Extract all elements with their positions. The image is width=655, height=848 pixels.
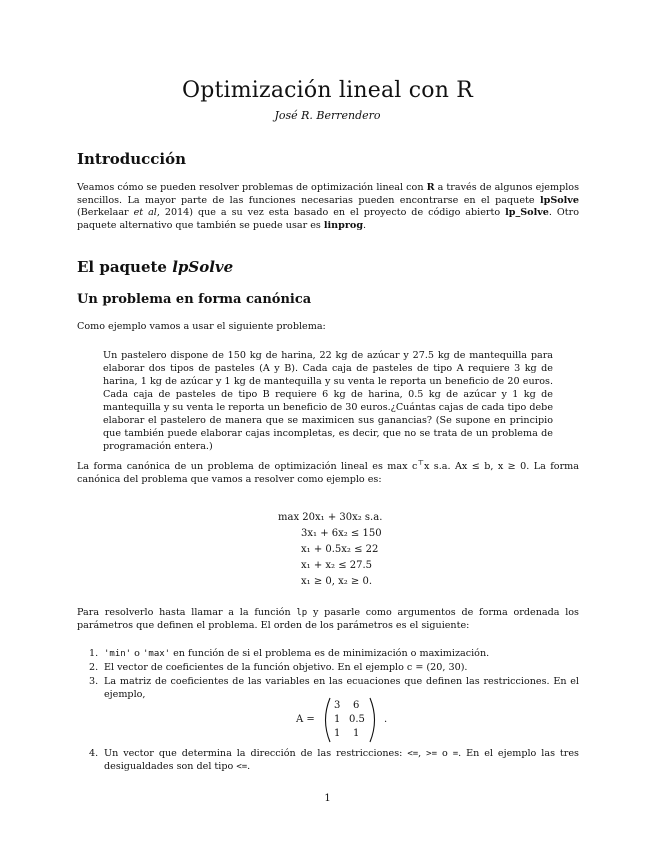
- left-paren-icon: [320, 697, 332, 743]
- page-number: 1: [324, 793, 331, 804]
- matrix-cell: 1: [334, 728, 341, 739]
- lp-constraint: x₁ ≥ 0, x₂ ≥ 0.: [301, 576, 373, 587]
- matrix-label: A =: [296, 714, 315, 725]
- right-paren-icon: [368, 697, 380, 743]
- subsection-heading-canonical: Un problema en forma canónica: [77, 292, 312, 307]
- document-author: José R. Berrendero: [274, 109, 381, 122]
- lp-constraint: x₁ + x₂ ≤ 27.5: [301, 560, 373, 571]
- lp-constraint: x₁ + 0.5x₂ ≤ 22: [301, 544, 379, 555]
- matrix-cell: 3: [334, 700, 341, 711]
- matrix-cell: 1: [353, 728, 360, 739]
- lp-objective: max 20x₁ + 30x₂ s.a.: [278, 512, 383, 523]
- matrix-cell: 6: [353, 700, 360, 711]
- problem-statement: Un pastelero dispone de 150 kg de harina, 22 kg de azúcar y 27.5 kg de mantequilla para elaborar dos tipos de pasteles (A y B). Cada caja de pasteles de tipo A requiere 3 kg de harina, 1 kg de azúcar y 1 kg de mantequilla y su venta le reporta un beneficio de 20 euros. Cada caja de pasteles de tipo B requiere 6 kg de harina, 0.5 kg de azúcar y 1 kg de mantequilla y su venta le reporta un beneficio de 30 euros.¿Cuántas cajas de cada tipo debe elaborar el pastelero de manera que se maximicen sus ganancias? (Se supone en principio que también puede elaborar cajas incompletas, es decir, que no se trata de un problema de programación entera.): [103, 350, 553, 452]
- matrix-cell: 0.5: [349, 714, 365, 725]
- matrix-cell: 1: [334, 714, 341, 725]
- section-heading-intro: Introducción: [77, 150, 187, 168]
- document-title: Optimización lineal con R: [181, 78, 474, 103]
- intro-paragraph: Veamos cómo se pueden resolver problemas de optimización lineal con R a través de algunos ejemplos sencillos. La mayor parte de las funciones necesarias pueden encontrarse en el paquete lpSolve (Berkelaar et al, 2014) que a su vez esta basado en el proyecto de código abierto lp_Solve. Otro paquete alternativo que también se puede usar es linprog.: [77, 182, 579, 231]
- example-intro: Como ejemplo vamos a usar el siguiente problema:: [77, 321, 326, 332]
- matrix-trailing-period: .: [384, 714, 388, 725]
- lp-constraint: 3x₁ + 6x₂ ≤ 150: [301, 528, 382, 539]
- lp-call-paragraph: Para resolverlo hasta llamar a la función lp y pasarle como argumentos de forma ordenada los parámetros que definen el problema. El orden de los parámetros es el siguiente:: [77, 607, 579, 631]
- section-heading-lpsolve: El paquete lpSolve: [77, 258, 234, 276]
- canonical-paragraph: La forma canónica de un problema de optimización lineal es max c⊤x s.a. Ax ≤ b, x ≥ 0. La forma canónica del problema que vamos a resolver como ejemplo es:: [77, 459, 579, 485]
